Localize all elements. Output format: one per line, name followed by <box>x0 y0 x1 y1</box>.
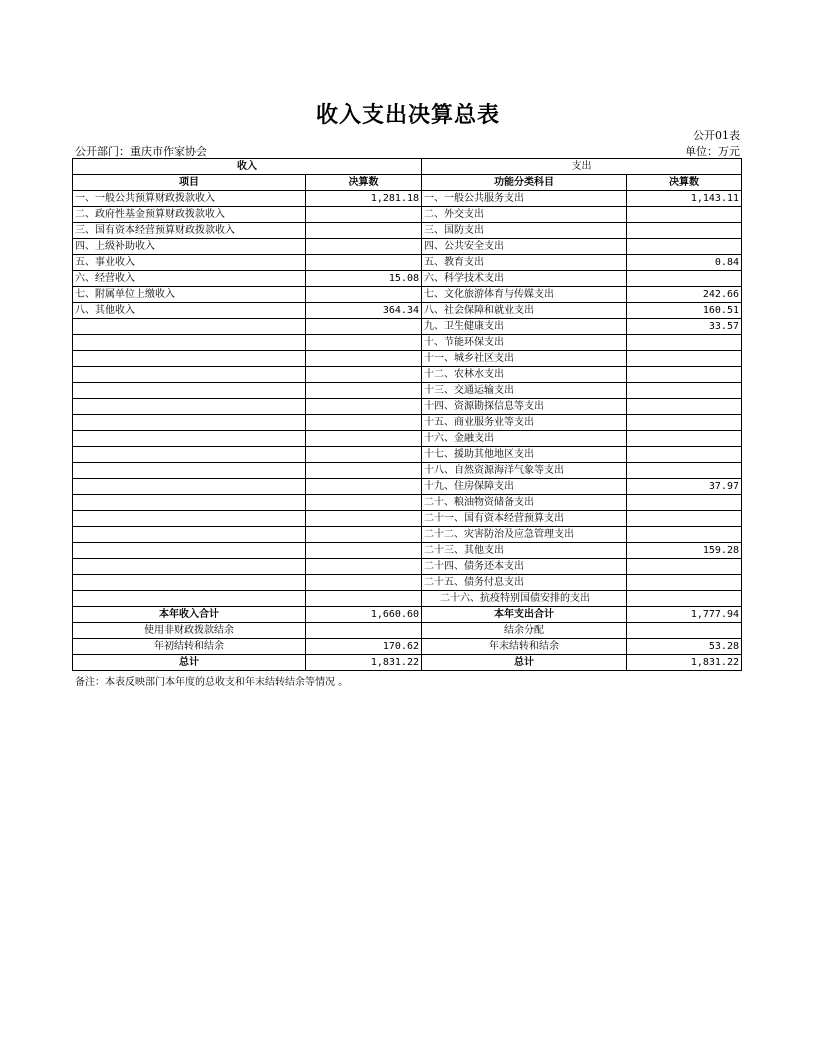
income-summary-label: 使用非财政拨款结余 <box>73 623 306 639</box>
expense-item-cell: 十五、商业服务业等支出 <box>422 415 627 431</box>
expense-item-cell: 十七、援助其他地区支出 <box>422 447 627 463</box>
income-amount-cell <box>306 351 422 367</box>
footnote: 备注：本表反映部门本年度的总收支和年末结转结余等情况 。 <box>75 677 349 688</box>
table-row <box>73 287 742 303</box>
income-amount-header: 决算数 <box>306 175 422 191</box>
expense-summary-amount: 53.28 <box>627 639 742 655</box>
income-summary-label: 年初结转和结余 <box>73 639 306 655</box>
report-title: 收入支出决算总表 <box>315 103 500 128</box>
income-item-cell <box>73 351 306 367</box>
table-row <box>73 543 742 559</box>
expense-amount-cell <box>627 511 742 527</box>
expense-item-cell: 二十一、国有资本经营预算支出 <box>422 511 627 527</box>
expense-amount-cell <box>627 527 742 543</box>
expense-item-cell: 十二、农林水支出 <box>422 367 627 383</box>
table-row <box>73 223 742 239</box>
income-amount-cell <box>306 463 422 479</box>
table-row <box>73 239 742 255</box>
table-row <box>73 383 742 399</box>
table-row <box>73 463 742 479</box>
table-row <box>73 207 742 223</box>
expense-summary-label: 本年支出合计 <box>422 607 627 623</box>
expense-item-cell: 十四、资源勘探信息等支出 <box>422 399 627 415</box>
expense-item-cell: 八、社会保障和就业支出 <box>422 303 627 319</box>
expense-summary-label: 结余分配 <box>422 623 627 639</box>
expense-amount-header: 决算数 <box>627 175 742 191</box>
income-summary-label: 总计 <box>73 655 306 671</box>
income-amount-cell <box>306 415 422 431</box>
income-item-cell <box>73 335 306 351</box>
income-item-cell: 四、上级补助收入 <box>73 239 306 255</box>
expense-item-cell: 二十二、灾害防治及应急管理支出 <box>422 527 627 543</box>
expense-item-cell: 六、科学技术支出 <box>422 271 627 287</box>
expense-amount-cell <box>627 463 742 479</box>
income-amount-cell <box>306 239 422 255</box>
expense-item-cell: 二十、粮油物资储备支出 <box>422 495 627 511</box>
form-code: 公开01表 <box>693 129 740 142</box>
expense-item-cell: 二十六、抗疫特别国债安排的支出 <box>422 591 627 607</box>
expense-amount-cell: 242.66 <box>627 287 742 303</box>
table-row <box>73 511 742 527</box>
table-row <box>73 575 742 591</box>
expense-item-cell: 十六、金融支出 <box>422 431 627 447</box>
table-row <box>73 399 742 415</box>
income-item-cell: 八、其他收入 <box>73 303 306 319</box>
section-header-row <box>73 159 742 175</box>
column-header-row <box>73 175 742 191</box>
expense-amount-cell <box>627 351 742 367</box>
expense-item-cell: 十、节能环保支出 <box>422 335 627 351</box>
income-amount-cell <box>306 383 422 399</box>
income-item-cell <box>73 559 306 575</box>
expense-item-cell: 四、公共安全支出 <box>422 239 627 255</box>
income-section-header: 收入 <box>73 159 422 175</box>
income-item-cell: 一、一般公共预算财政拨款收入 <box>73 191 306 207</box>
income-amount-cell <box>306 319 422 335</box>
summary-row <box>73 607 742 623</box>
income-amount-cell <box>306 287 422 303</box>
expense-summary-amount: 1,777.94 <box>627 607 742 623</box>
income-amount-cell <box>306 431 422 447</box>
expense-item-header: 功能分类科目 <box>422 175 627 191</box>
expense-amount-cell <box>627 591 742 607</box>
expense-amount-cell <box>627 239 742 255</box>
income-summary-amount <box>306 623 422 639</box>
expense-amount-cell <box>627 495 742 511</box>
expense-amount-cell <box>627 223 742 239</box>
income-item-cell: 六、经营收入 <box>73 271 306 287</box>
income-item-cell <box>73 447 306 463</box>
income-item-cell <box>73 415 306 431</box>
income-amount-cell <box>306 543 422 559</box>
expense-amount-cell <box>627 415 742 431</box>
expense-amount-cell <box>627 383 742 399</box>
expense-item-cell: 二十四、债务还本支出 <box>422 559 627 575</box>
expense-item-cell: 九、卫生健康支出 <box>422 319 627 335</box>
table-row <box>73 495 742 511</box>
expense-item-cell: 十九、住房保障支出 <box>422 479 627 495</box>
table-row <box>73 255 742 271</box>
income-amount-cell <box>306 559 422 575</box>
table-row <box>73 191 742 207</box>
expense-amount-cell <box>627 575 742 591</box>
income-amount-cell <box>306 367 422 383</box>
expense-amount-cell <box>627 367 742 383</box>
detail-rows <box>73 191 742 607</box>
expense-section-header: 支出 <box>422 159 742 175</box>
income-summary-label: 本年收入合计 <box>73 607 306 623</box>
expense-amount-cell <box>627 431 742 447</box>
expense-summary-label: 年末结转和结余 <box>422 639 627 655</box>
income-amount-cell: 364.34 <box>306 303 422 319</box>
expense-item-cell: 七、文化旅游体育与传媒支出 <box>422 287 627 303</box>
income-item-cell <box>73 367 306 383</box>
expense-amount-cell <box>627 399 742 415</box>
expense-item-cell: 一、一般公共服务支出 <box>422 191 627 207</box>
income-item-cell <box>73 591 306 607</box>
expense-item-cell: 五、教育支出 <box>422 255 627 271</box>
expense-amount-cell <box>627 447 742 463</box>
table-row <box>73 431 742 447</box>
income-item-cell <box>73 543 306 559</box>
expense-amount-cell: 1,143.11 <box>627 191 742 207</box>
table-row <box>73 303 742 319</box>
income-item-cell <box>73 511 306 527</box>
department-label: 公开部门：重庆市作家协会 <box>75 145 207 158</box>
income-amount-cell <box>306 255 422 271</box>
income-item-cell <box>73 479 306 495</box>
expense-summary-amount: 1,831.22 <box>627 655 742 671</box>
expense-amount-cell <box>627 559 742 575</box>
income-amount-cell <box>306 223 422 239</box>
income-item-cell <box>73 431 306 447</box>
table-row <box>73 479 742 495</box>
table-row <box>73 367 742 383</box>
income-amount-cell <box>306 447 422 463</box>
expense-summary-amount <box>627 623 742 639</box>
summary-row <box>73 623 742 639</box>
table-row <box>73 559 742 575</box>
table-row <box>73 447 742 463</box>
expense-item-cell: 十三、交通运输支出 <box>422 383 627 399</box>
income-amount-cell <box>306 527 422 543</box>
income-item-header: 项目 <box>73 175 306 191</box>
table-row <box>73 591 742 607</box>
income-item-cell: 三、国有资本经营预算财政拨款收入 <box>73 223 306 239</box>
income-item-cell <box>73 399 306 415</box>
table-row <box>73 319 742 335</box>
expense-item-cell: 十一、城乡社区支出 <box>422 351 627 367</box>
summary-rows <box>73 607 742 671</box>
expense-item-cell: 三、国防支出 <box>422 223 627 239</box>
income-item-cell <box>73 319 306 335</box>
income-item-cell: 五、事业收入 <box>73 255 306 271</box>
income-item-cell <box>73 495 306 511</box>
income-amount-cell <box>306 591 422 607</box>
income-amount-cell <box>306 495 422 511</box>
expense-item-cell: 二十五、债务付息支出 <box>422 575 627 591</box>
table-row <box>73 415 742 431</box>
income-amount-cell <box>306 335 422 351</box>
expense-amount-cell: 0.84 <box>627 255 742 271</box>
expense-item-cell: 二十三、其他支出 <box>422 543 627 559</box>
income-summary-amount: 1,660.60 <box>306 607 422 623</box>
income-summary-amount: 170.62 <box>306 639 422 655</box>
expense-item-cell: 二、外交支出 <box>422 207 627 223</box>
expense-summary-label: 总计 <box>422 655 627 671</box>
expense-amount-cell: 160.51 <box>627 303 742 319</box>
income-amount-cell: 1,281.18 <box>306 191 422 207</box>
income-item-cell: 七、附属单位上缴收入 <box>73 287 306 303</box>
income-amount-cell <box>306 399 422 415</box>
table-row <box>73 271 742 287</box>
income-item-cell <box>73 527 306 543</box>
expense-amount-cell <box>627 207 742 223</box>
table-row <box>73 335 742 351</box>
expense-item-cell: 十八、自然资源海洋气象等支出 <box>422 463 627 479</box>
expense-amount-cell: 37.97 <box>627 479 742 495</box>
expense-amount-cell: 33.57 <box>627 319 742 335</box>
unit-label: 单位：万元 <box>685 145 740 158</box>
income-item-cell <box>73 383 306 399</box>
table-row <box>73 527 742 543</box>
income-summary-amount: 1,831.22 <box>306 655 422 671</box>
summary-row <box>73 639 742 655</box>
income-amount-cell: 15.08 <box>306 271 422 287</box>
expense-amount-cell <box>627 335 742 351</box>
income-amount-cell <box>306 511 422 527</box>
income-item-cell <box>73 575 306 591</box>
summary-row <box>73 655 742 671</box>
expense-amount-cell <box>627 271 742 287</box>
income-amount-cell <box>306 207 422 223</box>
income-amount-cell <box>306 479 422 495</box>
expense-amount-cell: 159.28 <box>627 543 742 559</box>
income-amount-cell <box>306 575 422 591</box>
table-row <box>73 351 742 367</box>
income-expense-table <box>72 158 742 671</box>
income-item-cell <box>73 463 306 479</box>
income-item-cell: 二、政府性基金预算财政拨款收入 <box>73 207 306 223</box>
